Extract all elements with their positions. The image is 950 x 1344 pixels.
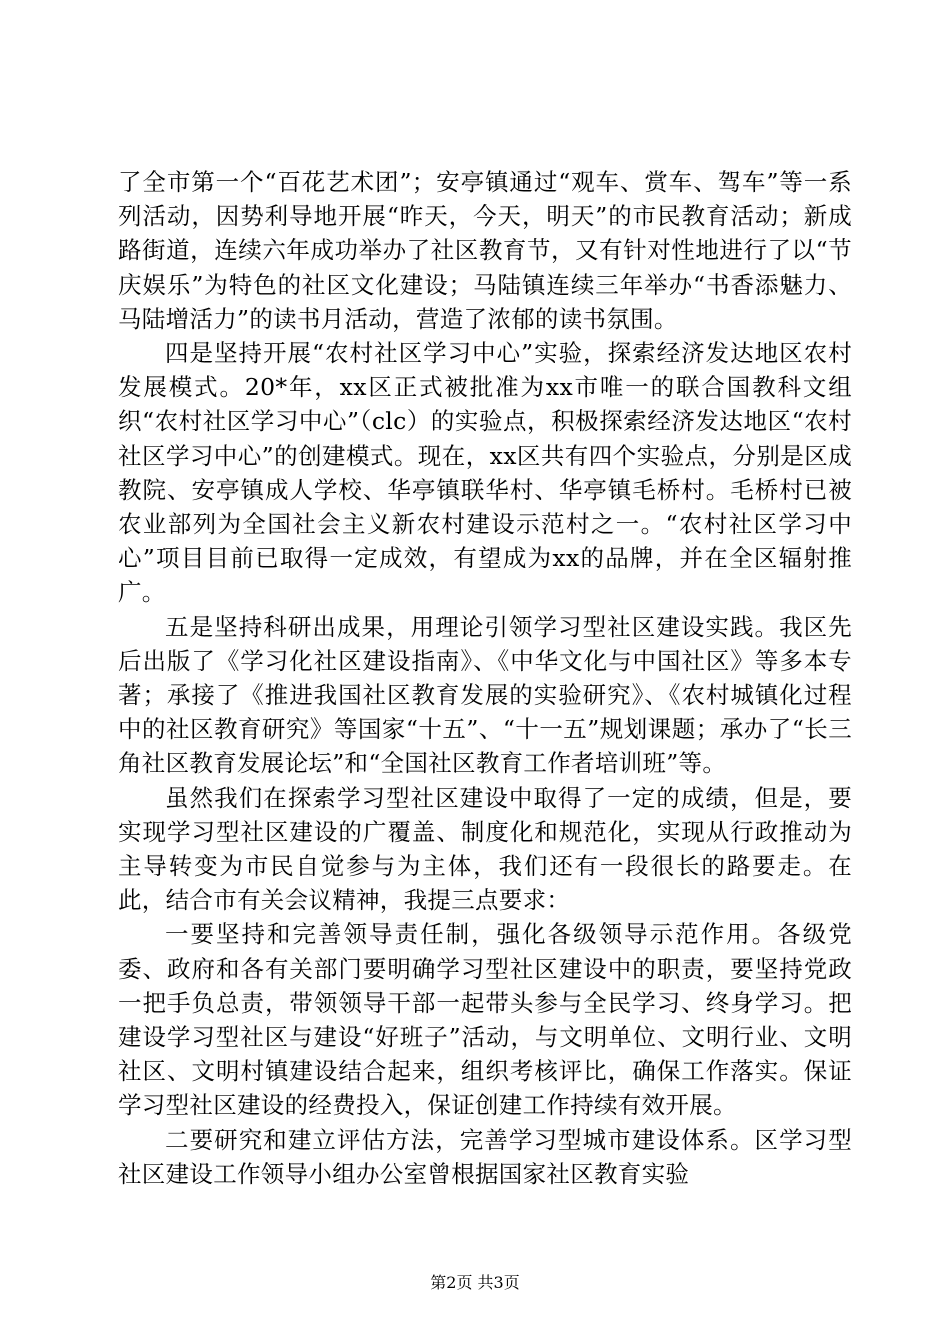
paragraph-1: 了全市第一个“百花艺术团”；安亭镇通过“观车、赏车、驾车”等一系列活动，因势利导地开展“昨天，今天，明天”的市民教育活动；新成路街道，连续六年成功举办了社区教育节，又有针对性地进行了以“节庆娱乐”为特色的社区文化建设；马陆镇连续三年举办“书香添魅力、马陆增活力”的读书月活动，营造了浓郁的读书氛围。 — [118, 168, 852, 333]
paragraph-6: 二要研究和建立评估方法，完善学习型城市建设体系。区学习型社区建设工作领导小组办公室曾根据国家社区教育实验 — [118, 1125, 852, 1188]
paragraph-3: 五是坚持科研出成果，用理论引领学习型社区建设实践。我区先后出版了《学习化社区建设指南》、《中华文化与中国社区》等多本专著；承接了《推进我国社区教育发展的实验研究》、《农村城镇化过程中的社区教育研究》等国家“十五”、“十一五”规划课题；承办了“长三角社区教育发展论坛”和“全国社区教育工作者培训班”等。 — [118, 612, 852, 778]
paragraph-5: 一要坚持和完善领导责任制，强化各级领导示范作用。各级党委、政府和各有关部门要明确学习型社区建设中的职责，要坚持党政一把手负总责，带领领导干部一起带头参与全民学习、终身学习。把建设学习型社区与建设“好班子”活动，与文明单位、文明行业、文明社区、文明村镇建设结合起来，组织考核评比，确保工作落实。保证学习型社区建设的经费投入，保证创建工作持续有效开展。 — [118, 920, 852, 1120]
document-body — [118, 165, 852, 1191]
paragraph-4: 虽然我们在探索学习型社区建设中取得了一定的成绩，但是，要实现学习型社区建设的广覆盖、制度化和规范化，实现从行政推动为主导转变为市民自觉参与为主体，我们还有一段很长的路要走。在此，结合市有关会议精神，我提三点要求： — [118, 783, 852, 915]
page-number: 第2页 共3页 — [430, 1273, 520, 1292]
page-footer — [0, 1270, 950, 1293]
paragraph-2: 四是坚持开展“农村社区学习中心”实验，探索经济发达地区农村发展模式。20*年，xx区正式被批准为xx市唯一的联合国教科文组织“农村社区学习中心”（clc）的实验点，积极探索经济发达地区“农村社区学习中心”的创建模式。现在，xx区共有四个实验点，分别是区成教院、安亭镇成人学校、华亭镇联华村、华亭镇毛桥村。毛桥村已被农业部列为全国社会主义新农村建设示范村之一。“农村社区学习中心”项目目前已取得一定成效，有望成为xx的品牌，并在全区辐射推广。 — [118, 339, 852, 607]
